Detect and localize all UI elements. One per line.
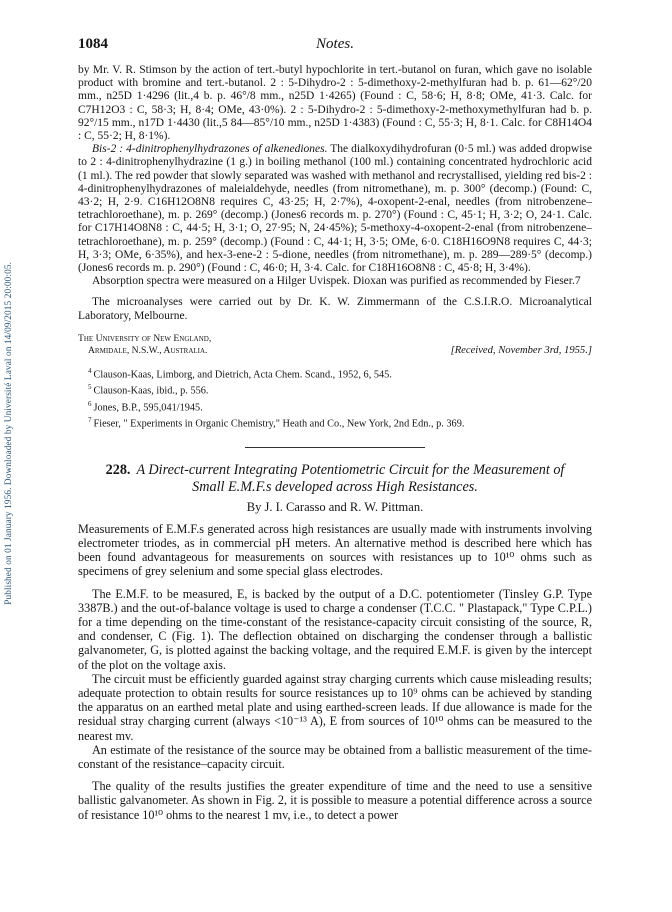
paragraph-absorption: Absorption spectra were measured on a Hilger Uvispek. Dioxan was purified as recommended by Fieser.7	[92, 275, 581, 288]
body-paragraph-2: The E.M.F. to be measured, E, is backed by the output of a D.C. potentiometer (Tinsley G.P. Type 3387B.) and the out-of-balance voltage is used to charge a condenser (T.C.C. " Plastapack," Type C.P.L.) for a time depending on the time-constant of the resistance-capacity circuit consisting of the source, R, and condenser, C (Fig. 1). The deflection obtained on discharging the condenser through a ballistic galvanometer, G, is plotted against the backing voltage, and the required E.M.F. is given by the intercept of the plot on the voltage axis.	[78, 586, 592, 672]
reference-item: $^7$ Fieser, " Experiments in Organic Chemistry," Heath and Co., New York, 2nd Edn., p. 369.	[88, 416, 465, 430]
section-divider	[245, 447, 425, 448]
article-authors: By J. I. Carasso and R. W. Pittman.	[246, 499, 424, 514]
section-heading: Bis-2 : 4-dinitrophenylhydrazones of alkenediones.	[92, 143, 328, 156]
article-body	[78, 522, 592, 822]
article-title: A Direct-current Integrating Potentiometric Circuit for the Measurement of Small E.M.F.s developed across High Resistances.	[136, 461, 565, 495]
paragraph-acknowledgement: The microanalyses were carried out by Dr. K. W. Zimmermann of the C.S.I.R.O. Microanalytical Laboratory, Melbourne.	[78, 296, 592, 322]
paragraph-hydrazones	[78, 143, 592, 275]
body-paragraph-1: Measurements of E.M.F.s generated across high resistances are usually made with instruments involving electrometer triodes, as in commercial pH meters. An alternative method is described here which has been found advantageous for measurements on sources with resistances up to 10¹⁰ ohms such as specimens of grey selenium and some special glass electrodes.	[78, 521, 592, 579]
body-paragraph-4: An estimate of the resistance of the source may be obtained from a ballistic measurement of the time-constant of the resistance–capacity circuit.	[78, 742, 592, 771]
author-address	[78, 333, 592, 357]
running-title: Notes.	[316, 36, 354, 52]
address-line-2: Armidale, N.S.W., Australia.	[88, 344, 208, 356]
article-number: 228.	[105, 461, 131, 478]
paragraph-stimson: by Mr. V. R. Stimson by the action of tert.-butyl hypochlorite in tert.-butanol on furan, which gave no isolable product with bromine and tert.-butanol. 2 : 5-Dihydro-2 : 5-dimethoxy-2-methylfuran had b. p. 61—62°/20 mm., n25D 1·4296 (lit.,4 b. p. 46°/8 mm., n25D 1·4265) (Found : C, 58·6; H, 8·8; OMe, 41·3. Calc. for C7H12O3 : C, 58·3; H, 8·4; OMe, 43·0%). 2 : 5-Dihydro-2 : 5-dimethoxy-2-methoxymethylfuran had b. p. 92°/15 mm., n17D 1·4430 (lit.,5 84—85°/10 mm., n25D 1·4383) (Found : C, 55·3; H, 8·1. Calc. for C8H14O4 : C, 55·2; H, 8·1%).	[78, 64, 592, 143]
page-number: 1084	[78, 36, 108, 52]
article-title-block	[78, 462, 592, 496]
reference-item: $^6$ Jones, B.P., 595,041/1945.	[88, 399, 203, 414]
address-line-1: The University of New England,	[78, 332, 212, 344]
body-paragraph-5: The quality of the results justifies the greater expenditure of time and the need to use a sensitive ballistic galvanometer. As shown in Fig. 2, it is possible to measure a potential difference across a source of resistance 10¹⁰ ohms to the nearest 1 mv, i.e., to detect a power	[78, 779, 592, 822]
body-paragraph-3: The circuit must be efficiently guarded against stray charging currents which cause misleading results; adequate protection to obtain results for source resistances up to 10⁹ ohms can be achieved by standing the apparatus on an earthed metal plate and using earthed-screen leads. If due allowance is made for the residual stray charging current (always <10⁻¹³ A), E from sources of 10¹⁰ ohms can be measured to the nearest mv.	[78, 671, 592, 743]
page-header	[78, 36, 592, 58]
page-content	[78, 64, 592, 822]
paragraph-hydrazones-text: The dialkoxydihydrofuran (0·5 ml.) was added dropwise to 2 : 4-dinitrophenylhydrazine (1 g.) in boiling methanol (100 ml.) containing concentrated hydrochloric acid (1 ml.). The red powder that slowly separated was washed with methanol and recrystallised, yielding red bis-2 : 4-dinitrophenylhydrazones of maleialdehyde, needles (from nitromethane), m. p. 300° (decomp.) (Found: C, 43·2; H, 2·9. C16H12O8N8 requires C, 43·25; H, 2·7%), 4-oxopent-2-enal, needles (from nitrobenzene–tetrachloroethane), m. p. 269° (decomp.) (Jones6 records m. p. 270°) (Found : C, 45·1; H, 3·2; O, 24·1. Calc. for C17H14O8N8 : C, 44·5; H, 3·1; O, 27·95; N, 24·45%); 5-methoxy-4-oxopent-2-enal (from nitrobenzene–tetrachloroethane), m. p. 259° (decomp.) (Found : C, 44·1; H, 3·5; OMe, 6·0. C18H16O9N8 requires C, 44·3; H, 3·3; OMe, 6·35%), and hex-3-ene-2 : 5-dione, needles (from nitromethane), m. p. 289—289·5° (decomp.) (Jones6 records m. p. 290°) (Found : C, 46·0; H, 3·4. Calc. for C18H16O8N8 : C, 45·8; H, 3·4%).	[78, 143, 592, 275]
download-watermark: Published on 01 January 1956. Downloaded by Université Laval on 14/09/2015 20:00:05.	[4, 262, 14, 605]
reference-item: $^5$ Clauson-Kaas, ibid., p. 556.	[88, 383, 209, 397]
reference-list	[78, 365, 592, 431]
received-date: [Received, November 3rd, 1955.]	[450, 344, 592, 356]
reference-item: $^4$ Clauson-Kaas, Limborg, and Dietrich, Acta Chem. Scand., 1952, 6, 545.	[88, 366, 392, 381]
